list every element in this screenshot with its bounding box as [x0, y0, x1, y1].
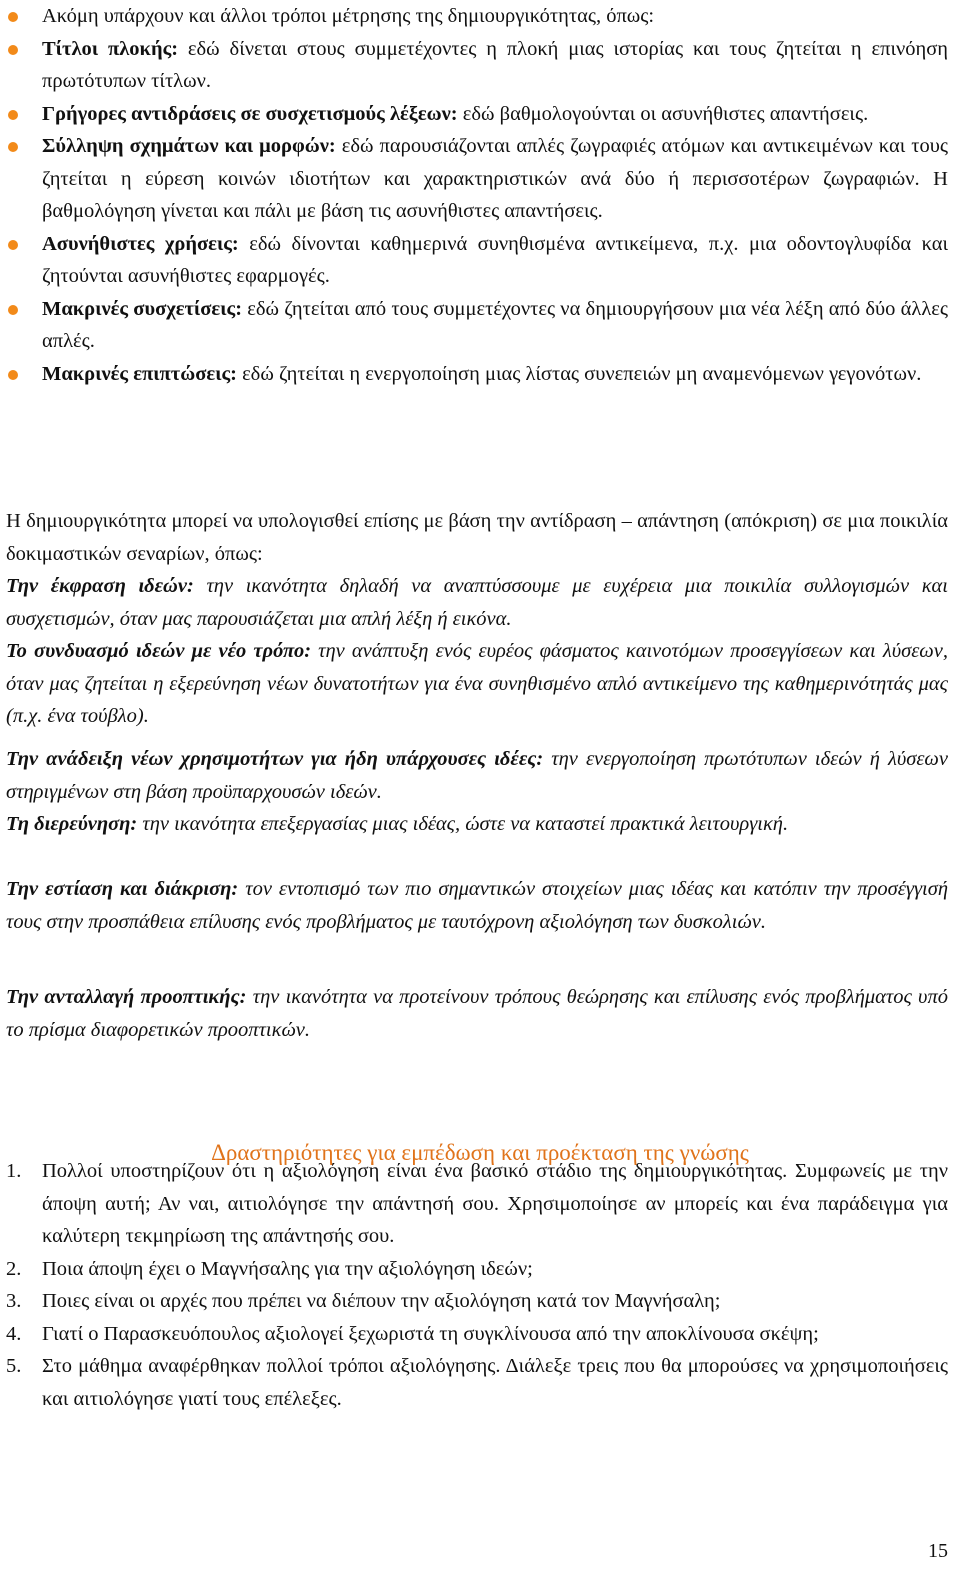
- item-term: Ασυνήθιστες χρήσεις:: [42, 232, 239, 255]
- item-text: εδώ ζητείται η ενεργοποίηση μιας λίστας συνεπειών μη αναμενόμενων γεγονότων.: [236, 362, 922, 385]
- definition-text: τον εντοπισμό των πιο σημαντικών στοιχείων μιας ιδέας και κατόπιν την προσέγγισή τους στην προσπάθεια επίλυσης ενός προβλήματος με ταυτόχρονη αξιολόγηση των δυσκολιών.: [6, 878, 948, 933]
- question-item: [0, 1155, 960, 1253]
- item-text: εδώ ζητείται από τους συμμετέχοντες να δημιουργήσουν μια νέα λέξη από δύο άλλες απλές.: [42, 297, 948, 352]
- intro-text: Ακόμη υπάρχουν και άλλοι τρόποι μέτρησης της δημιουργικότητας, όπως:: [42, 5, 655, 27]
- definition-term: Την ανταλλαγή προοπτικής:: [6, 986, 247, 1008]
- bullet-icon: [8, 370, 18, 380]
- item-term: Τίτλοι πλοκής:: [42, 37, 179, 60]
- definition-term: Την εστίαση και διάκριση:: [6, 878, 239, 900]
- question-text: Ποια άποψη έχει ο Μαγνήσαλης για την αξιολόγηση ιδεών;: [42, 1257, 533, 1280]
- question-item: [0, 1318, 960, 1351]
- list-item: [0, 130, 960, 228]
- activities-list: [0, 1155, 960, 1415]
- list-item: [0, 228, 960, 293]
- definition-term: Τη διερεύνηση:: [6, 813, 138, 835]
- definition-entry: [6, 808, 948, 841]
- definition-text: την ανάπτυξη ενός ευρέος φάσματος καινοτόμων προσεγγίσεων και λύσεων, όταν μας ζητείται η εξερεύνηση νέων δυνατοτήτων για ένα συνηθισμένο απλό αντικείμενο της καθημερινότητάς μας (π.χ. ένα τούβλο).: [6, 640, 948, 727]
- body-paragraph: Η δημιουργικότητα μπορεί να υπολογισθεί επίσης με βάση την αντίδραση – απάντηση (απόκριση) σε μια ποικιλία δοκιμαστικών σεναρίων, όπως:: [6, 510, 948, 565]
- question-number: 2.: [6, 1257, 22, 1280]
- bullet-icon: [8, 305, 18, 315]
- definition-text: την ενεργοποίηση πρωτότυπων ιδεών ή λύσεων στηριγμένων στη βάση προϋπαρχουσών ιδεών.: [6, 748, 948, 803]
- item-term: Μακρινές επιπτώσεις:: [42, 362, 237, 385]
- item-term: Γρήγορες αντιδράσεις σε συσχετισμούς λέξεων:: [42, 102, 458, 125]
- question-item: [0, 1253, 960, 1286]
- question-number: 3.: [6, 1290, 22, 1312]
- definition-term: Το συνδυασμό ιδεών με νέο τρόπο:: [6, 640, 312, 662]
- list-item: [0, 33, 960, 98]
- section-title: Δραστηριότητες για εμπέδωση και προέκταση της γνώσης: [211, 1140, 749, 1166]
- bullet-icon: [8, 12, 18, 22]
- question-text: Ποιες είναι οι αρχές που πρέπει να διέπουν την αξιολόγηση κατά τον Μαγνήσαλη;: [42, 1290, 721, 1312]
- definition-term: Την ανάδειξη νέων χρησιμοτήτων για ήδη υπάρχουσες ιδέες:: [6, 748, 544, 770]
- definition-term: Την έκφραση ιδεών:: [6, 575, 194, 597]
- bullet-icon: [8, 240, 18, 250]
- definition-entry: [6, 743, 948, 808]
- creativity-measures-list: [0, 0, 960, 390]
- definition-entry: [6, 635, 948, 733]
- bullet-icon: [8, 45, 18, 55]
- item-text: εδώ δίνονται καθημερινά συνηθισμένα αντικείμενα, π.χ. μια οδοντογλυφίδα και ζητούνται ασυνήθιστες εφαρμογές.: [42, 232, 948, 287]
- definition-entry: [6, 981, 948, 1046]
- list-item: [0, 358, 960, 391]
- question-text: Γιατί ο Παρασκευόπουλος αξιολογεί ξεχωριστά τη συγκλίνουσα από την αποκλίνουσα σκέψη;: [42, 1322, 819, 1345]
- question-number: 1.: [6, 1160, 22, 1182]
- definition-entry: [6, 570, 948, 635]
- item-text: εδώ δίνεται στους συμμετέχοντες η πλοκή μιας ιστορίας και τους ζητείται η επινόηση πρωτότυπων τίτλων.: [42, 37, 948, 92]
- question-text: Πολλοί υποστηρίζουν ότι η αξιολόγηση είναι ένα βασικό στάδιο της δημιουργικότητας. Συμφωνείς με την άποψη αυτή; Αν ναι, αιτιολόγησε την απάντησή σου. Χρησιμοποίησε αν μπορείς και ένα παράδειγμα για καλύτερη τεκμηρίωση της απάντησής σου.: [42, 1160, 948, 1247]
- question-item: [0, 1285, 960, 1318]
- list-item: [0, 0, 960, 33]
- page-number: 15: [928, 1540, 948, 1562]
- definition-text: την ικανότητα να προτείνουν τρόπους θεώρησης και επίλυσης ενός προβλήματος υπό το πρίσμα διαφορετικών προοπτικών.: [6, 986, 948, 1041]
- list-item: [0, 293, 960, 358]
- definition-text: την ικανότητα δηλαδή να αναπτύσσουμε με ευχέρεια μια ποικιλία συλλογισμών και συσχετισμών, όταν μας παρουσιάζεται μια απλή λέξη ή εικόνα.: [6, 575, 948, 630]
- list-item: [0, 98, 960, 131]
- bullet-icon: [8, 142, 18, 152]
- item-term: Σύλληψη σχημάτων και μορφών:: [42, 135, 336, 157]
- definition-entry: [6, 873, 948, 938]
- bullet-icon: [8, 110, 18, 120]
- item-term: Μακρινές συσχετίσεις:: [42, 297, 243, 320]
- item-text: εδώ βαθμολογούνται οι ασυνήθιστες απαντήσεις.: [457, 102, 869, 125]
- item-text: εδώ παρουσιάζονται απλές ζωγραφιές ατόμων και αντικειμένων και τους ζητείται η εύρεση κοινών ιδιοτήτων και χαρακτηριστικών ανά δύο ή περισσοτέρων ζωγραφιών. Η βαθμολόγηση γίνεται και πάλι με βάση τις ασυνήθιστες απαντήσεις.: [42, 135, 948, 222]
- question-item: [0, 1350, 960, 1415]
- question-text: Στο μάθημα αναφέρθηκαν πολλοί τρόποι αξιολόγησης. Διάλεξε τρεις που θα μπορούσες να χρησιμοποιήσεις και αιτιολόγησε γιατί τους επέλεξες.: [42, 1355, 948, 1410]
- definition-text: την ικανότητα επεξεργασίας μιας ιδέας, ώστε να καταστεί πρακτικά λειτουργική.: [137, 813, 789, 835]
- question-number: 5.: [6, 1355, 22, 1377]
- question-number: 4.: [6, 1322, 22, 1345]
